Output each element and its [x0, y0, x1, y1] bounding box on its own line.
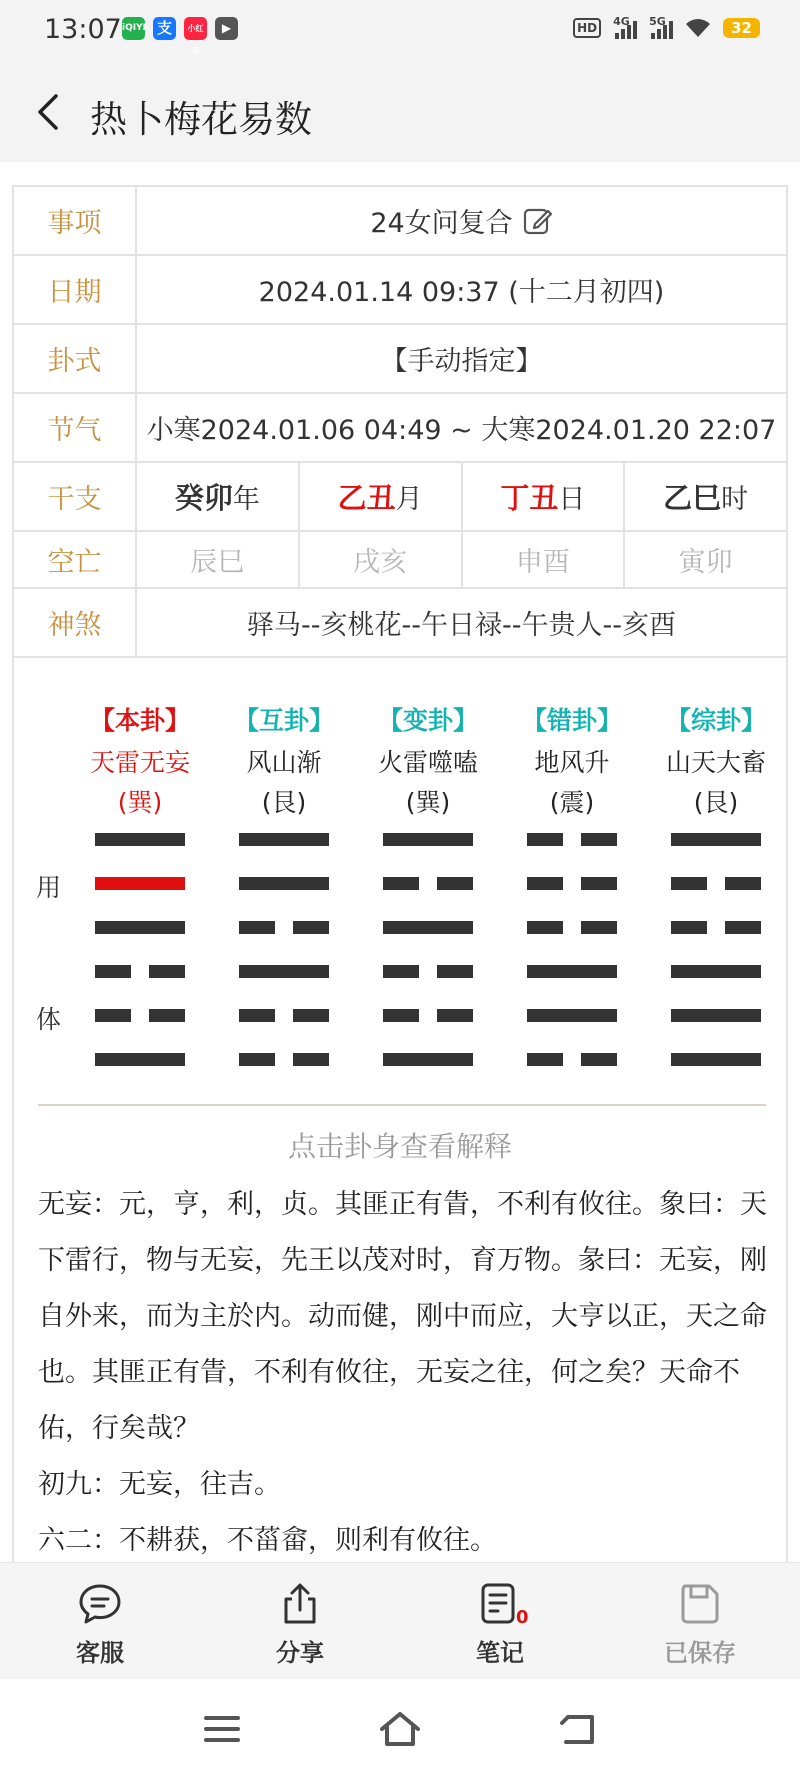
hexagram-section [12, 657, 788, 1562]
label-shensha: 神煞 [14, 589, 137, 656]
battery-indicator: 32 [723, 18, 760, 38]
divination-info-table [12, 185, 788, 658]
yang-line [671, 1009, 761, 1022]
shensha-item: 日禄--午 [448, 610, 549, 641]
item-value[interactable] [137, 187, 786, 254]
yin-line [527, 833, 617, 846]
video-icon: ▶ [215, 17, 238, 40]
shensha-values [137, 589, 786, 656]
row-item [14, 187, 786, 256]
bottom-action-bar [0, 1562, 800, 1679]
row-solar-term [14, 394, 786, 463]
ganzhi-month: 乙丑 月 [300, 463, 463, 530]
hexagram-tag: 【互卦】 [233, 706, 334, 735]
page-title: 热卜梅花易数 [90, 98, 312, 141]
yin-line [383, 965, 473, 978]
yin-line [95, 965, 185, 978]
ti-label: 体 [36, 1005, 62, 1034]
kongwang-hour: 寅卯 [678, 547, 733, 578]
hexagram-name: 天雷无妄 [89, 748, 190, 777]
back-arrow-icon[interactable] [30, 90, 74, 134]
hexagram-trigram: (震) [549, 788, 595, 817]
share-label: 分享 [276, 1639, 324, 1667]
shensha-item: 贵人--亥酉 [548, 610, 676, 641]
menu-icon[interactable] [200, 1709, 244, 1749]
signal-4g-icon: 4G [613, 17, 637, 39]
kongwang-month: 戌亥 [300, 532, 463, 587]
yang-line [95, 833, 185, 846]
hexagram-hu[interactable] [214, 701, 354, 819]
yin-line [239, 1053, 329, 1066]
yin-line [527, 921, 617, 934]
yin-line [527, 1053, 617, 1066]
hexagram-name: 火雷噬嗑 [377, 748, 478, 777]
xiaohongshu-icon: 小红书 [184, 17, 207, 40]
hexagram-trigram: (艮) [693, 788, 739, 817]
yin-line [239, 1009, 329, 1022]
home-icon[interactable] [378, 1709, 422, 1749]
label-item: 事项 [14, 187, 137, 254]
saved-button[interactable] [600, 1563, 800, 1679]
kongwang-year: 辰巳 [137, 532, 300, 587]
customer-service-button[interactable] [0, 1563, 200, 1679]
shensha-item: 桃花--午 [347, 610, 448, 641]
wifi-icon [685, 17, 711, 39]
ganzhi-year: 癸卯 年 [137, 463, 300, 530]
hexagram-tag: 【错卦】 [521, 706, 622, 735]
yang-line [95, 921, 185, 934]
hexagram-name: 山天大畜 [665, 748, 766, 777]
row-shensha [14, 589, 786, 658]
moving-line [95, 877, 185, 890]
save-disk-icon [677, 1581, 723, 1627]
hexagram-trigram: (艮) [261, 788, 307, 817]
ganzhi-day: 丁丑 日 [463, 463, 626, 530]
yang-line [383, 921, 473, 934]
chat-bubble-icon [77, 1581, 123, 1627]
divider [38, 1104, 766, 1106]
hexagram-name: 风山渐 [246, 748, 322, 777]
notes-count-badge: 0 [516, 1607, 529, 1628]
hd-voice-icon: HD [573, 18, 601, 38]
status-bar [0, 0, 800, 62]
shensha-item: 驿马--亥 [247, 610, 348, 641]
yin-line [671, 921, 761, 934]
status-app-icons [122, 17, 238, 56]
status-time: 13:07 [44, 14, 122, 45]
yang-line [527, 965, 617, 978]
yang-line [383, 833, 473, 846]
hexagram-name: 地风升 [534, 748, 610, 777]
customer-service-label: 客服 [76, 1639, 124, 1667]
explanation-paragraph: 无妄：元，亨，利，贞。其匪正有眚，不利有攸往。象曰：天下雷行，物与无妄，先王以茂对时，育万物。彖曰：无妄，刚自外来，而为主於内。动而健，刚中而应，大亨以正，天之命也。其匪正有眚，不利有攸往，无妄之往，何之矣？天命不佑，行矣哉？ [38, 1189, 767, 1444]
hexagram-ben[interactable] [70, 701, 210, 819]
ganzhi-hour: 乙巳 时 [663, 481, 749, 515]
yang-line [527, 1009, 617, 1022]
yin-line [671, 877, 761, 890]
hexagram-tag: 【综卦】 [665, 706, 766, 735]
date-value: 2024.01.14 09:37 (十二月初四) [258, 277, 665, 308]
saved-label: 已保存 [664, 1639, 736, 1667]
yin-line [239, 921, 329, 934]
hexagram-cuo[interactable] [502, 701, 642, 819]
notes-button[interactable] [400, 1563, 600, 1679]
row-method [14, 325, 786, 394]
system-navigation-bar [0, 1679, 800, 1778]
yang-line [239, 965, 329, 978]
share-button[interactable] [200, 1563, 400, 1679]
hexagram-trigram: (巽) [117, 788, 163, 817]
hexagram-bian[interactable] [358, 701, 498, 819]
yin-line [383, 1009, 473, 1022]
label-date: 日期 [14, 256, 137, 323]
row-kongwang [14, 532, 786, 589]
item-text: 24女问复合 [370, 208, 513, 239]
share-icon [277, 1581, 323, 1627]
yang-line [383, 1053, 473, 1066]
notes-label: 笔记 [476, 1639, 524, 1667]
yin-line [527, 877, 617, 890]
explanation-paragraph: 六二：不耕获，不菑畲，则利有攸往。 [38, 1525, 497, 1556]
yin-line [383, 877, 473, 890]
yang-line [95, 1053, 185, 1066]
method-value: 【手动指定】 [380, 346, 543, 377]
tap-hint: 点击卦身查看解释 [287, 1130, 512, 1163]
label-method: 卦式 [14, 325, 137, 392]
back-icon[interactable] [556, 1709, 600, 1749]
label-kongwang: 空亡 [14, 532, 137, 587]
explanation-text [38, 1177, 770, 1569]
hexagram-tag: 【本卦】 [89, 706, 190, 735]
edit-icon[interactable] [521, 205, 553, 237]
row-date [14, 256, 786, 325]
solar-term-value: 小寒2024.01.06 04:49 ~ 大寒2024.01.20 22:07 [146, 415, 777, 446]
yang-line [239, 833, 329, 846]
kongwang-day: 申酉 [463, 532, 626, 587]
yong-label: 用 [36, 873, 62, 902]
yang-line [671, 1053, 761, 1066]
label-solar-term: 节气 [14, 394, 137, 461]
yang-line [239, 877, 329, 890]
yang-line [671, 833, 761, 846]
explanation-paragraph: 初九：无妄，往吉。 [38, 1469, 281, 1500]
label-ganzhi: 干支 [14, 463, 137, 530]
iqiyi-icon: iQIYI [122, 17, 145, 40]
hexagram-tag: 【变卦】 [377, 706, 478, 735]
signal-5g-icon: 5G [649, 17, 673, 39]
hexagram-zong[interactable] [646, 701, 786, 819]
yang-line [671, 965, 761, 978]
app-header [0, 62, 800, 162]
alipay-icon: 支 [153, 17, 176, 40]
row-ganzhi [14, 463, 786, 532]
hexagram-trigram: (巽) [405, 788, 451, 817]
yin-line [95, 1009, 185, 1022]
